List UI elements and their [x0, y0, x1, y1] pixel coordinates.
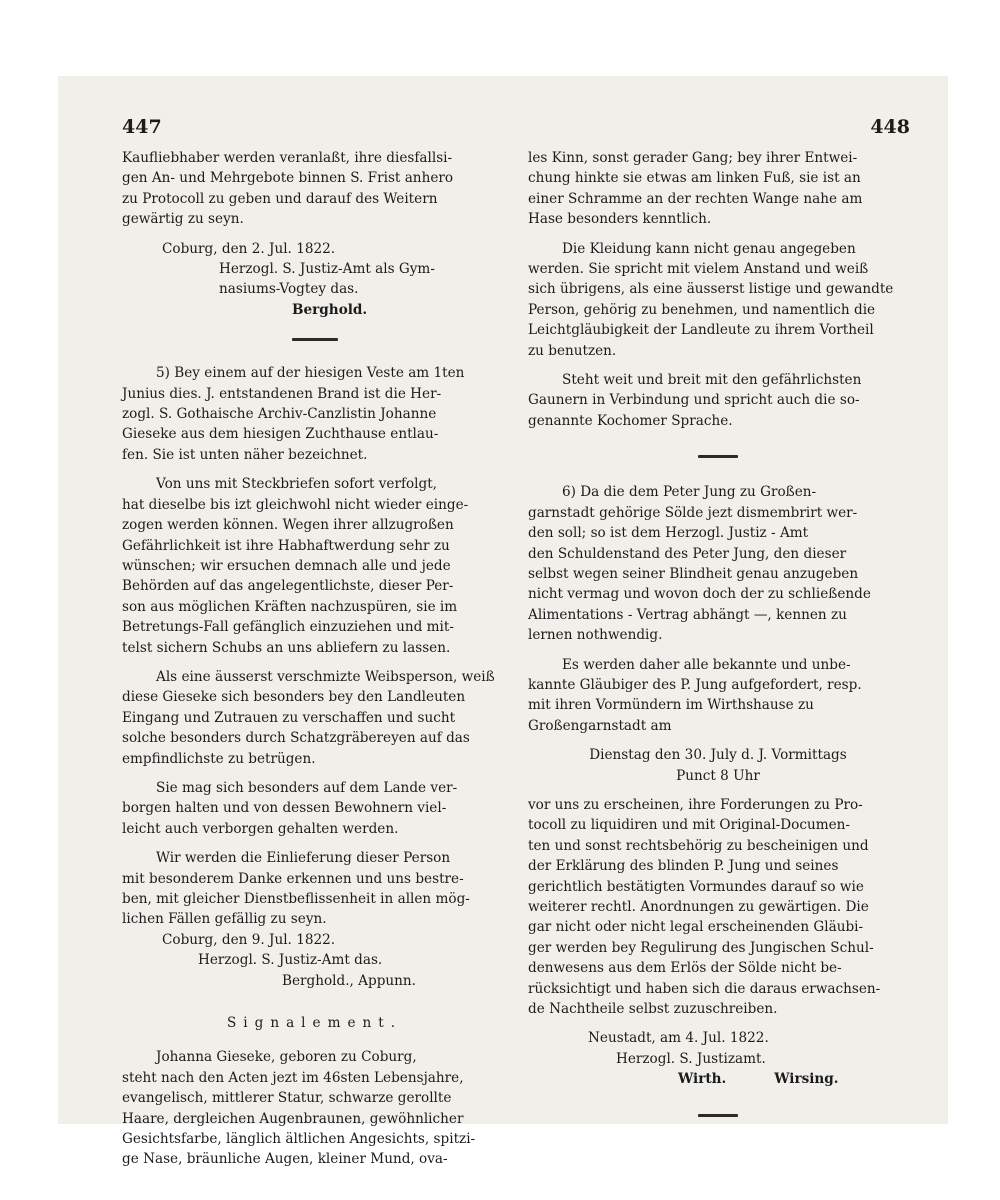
section-divider	[698, 1114, 738, 1117]
text-line: Kaufliebhaber werden veranlaßt, ihre diesfallsi-	[122, 150, 453, 166]
text-line: zogl. S. Gothaische Archiv-Canzlistin Johanne	[122, 406, 437, 423]
paragraph-creditors	[528, 655, 908, 737]
text-line: diese Gieseke sich besonders bey den Landleuten	[122, 689, 466, 706]
text-line: les Kinn, sonst gerader Gang; bey ihrer Entwei-	[528, 150, 858, 166]
text-line: Hase besonders kenntlich.	[528, 211, 712, 228]
notice-6	[528, 482, 908, 645]
paragraph-gauner	[528, 370, 908, 431]
text-line: Die Kleidung kann nicht genau angegeben	[562, 240, 856, 257]
text-line: de Nachtheile selbst zuzuschreiben.	[528, 1001, 778, 1018]
text-line: steht nach den Acten jezt im 46sten Lebensjahre,	[122, 1069, 464, 1086]
signature-place-date: Coburg, den 9. Jul. 1822.	[162, 931, 336, 948]
right-column	[528, 148, 908, 1139]
text-line: zu benutzen.	[528, 342, 617, 359]
text-line: sich übrigens, als eine äusserst listige und gewandte	[528, 281, 894, 298]
text-line: Wir werden die Einlieferung dieser Person	[156, 850, 451, 867]
text-line: tocoll zu liquidiren und mit Original-Documen-	[528, 817, 850, 834]
page-number-right: 448	[870, 116, 910, 138]
signalement-continued	[528, 148, 908, 230]
signature-names	[528, 1069, 908, 1089]
text-line: Eingang und Zutrauen zu verschaffen und sucht	[122, 709, 456, 726]
text-line: telst sichern Schubs an uns abliefern zu lassen.	[122, 639, 451, 656]
text-line: werden. Sie spricht mit vielem Anstand und weiß	[528, 261, 869, 278]
paragraph-character	[122, 667, 507, 769]
signalement-description	[122, 1047, 507, 1169]
text-line: den soll; so ist dem Herzogl. Justiz - Amt	[528, 525, 809, 542]
text-line: mit ihren Vormündern im Wirthshause zu	[528, 697, 814, 714]
text-line: ten und sonst rechtsbehörig zu bescheinigen und	[528, 837, 869, 854]
text-line: Es werden daher alle bekannte und unbe-	[562, 656, 851, 673]
text-line: ge Nase, bräunliche Augen, kleiner Mund, ova-	[122, 1151, 448, 1168]
text-line: Junius dies. J. entstandenen Brand ist die Her-	[122, 385, 442, 402]
text-line: Leichtgläubigkeit der Landleute zu ihrem Vortheil	[528, 322, 874, 339]
text-line: Gefährlichkeit ist ihre Habhaftwerdung sehr zu	[122, 537, 450, 554]
paragraph-hiding	[122, 778, 507, 839]
text-line: Person, gehörig zu benehmen, und namentlich die	[528, 301, 876, 318]
signature-place-date: Coburg, den 2. Jul. 1822.	[162, 240, 336, 257]
hearing-time: Punct 8 Uhr	[676, 767, 760, 784]
text-line: der Erklärung des blinden P. Jung und seines	[528, 858, 839, 875]
text-line: Sie mag sich besonders auf dem Lande ver-	[156, 779, 458, 796]
signature-office: nasiums-Vogtey das.	[219, 281, 359, 298]
notice-5	[122, 363, 507, 465]
text-line: nicht vermag und wovon doch der zu schließende	[528, 586, 871, 603]
text-line: evangelisch, mittlerer Statur, schwarze gerollte	[122, 1090, 452, 1107]
paragraph-clothing	[528, 239, 908, 361]
text-line: Alimentations - Vertrag abhängt —, kennen zu	[528, 606, 847, 623]
text-line: rücksichtigt und haben sich die daraus erwachsen-	[528, 980, 881, 997]
text-line: gar nicht oder nicht legal erscheinenden Gläubi-	[528, 919, 864, 936]
text-line: Gaunern in Verbindung und spricht auch die so-	[528, 392, 860, 409]
text-line: gerichtlich bestätigten Vormundes darauf so wie	[528, 878, 864, 895]
text-line: borgen halten und von dessen Bewohnern viel-	[122, 800, 447, 817]
text-line: den Schuldenstand des Peter Jung, den dieser	[528, 545, 847, 562]
signature-name-wirsing: Wirsing.	[774, 1071, 839, 1088]
text-line: 6) Da die dem Peter Jung zu Großen-	[562, 484, 817, 501]
text-line: fen. Sie ist unten näher bezeichnet.	[122, 446, 368, 463]
text-line: Gesichtsfarbe, länglich ältlichen Angesichts, spitzi-	[122, 1131, 476, 1148]
text-line: son aus möglichen Kräften nachzuspüren, sie im	[122, 598, 458, 615]
paragraph-thanks	[122, 848, 507, 930]
paragraph-pursuit	[122, 474, 507, 658]
text-line: hat dieselbe bis izt gleichwohl nicht wieder einge-	[122, 496, 469, 513]
signalement-heading: Signalement.	[226, 1015, 403, 1032]
text-line: denwesens aus dem Erlös der Sölde nicht be-	[528, 960, 842, 977]
page-number-left: 447	[122, 116, 162, 138]
text-line: leicht auch verborgen gehalten werden.	[122, 820, 399, 837]
paragraph-appear	[528, 795, 908, 1019]
text-line: zogen werden können. Wegen ihrer allzugroßen	[122, 517, 454, 534]
text-line: gewärtig zu seyn.	[122, 211, 244, 228]
text-line: selbst wegen seiner Blindheit genau anzugeben	[528, 565, 859, 582]
section-divider	[292, 338, 338, 341]
text-line: 5) Bey einem auf der hiesigen Veste am 1ten	[156, 365, 465, 382]
text-line: Haare, dergleichen Augenbraunen, gewöhnlicher	[122, 1110, 464, 1127]
text-line: wünschen; wir ersuchen demnach alle und jede	[122, 557, 451, 574]
text-line: chung hinkte sie etwas am linken Fuß, sie ist an	[528, 170, 861, 187]
text-line: Betretungs-Fall gefänglich einzuziehen und mit-	[122, 619, 454, 636]
hearing-date: Dienstag den 30. July d. J. Vormittags	[589, 747, 847, 764]
text-line: lernen nothwendig.	[528, 627, 663, 644]
signature-names: Berghold., Appunn.	[282, 972, 416, 989]
text-line: Als eine äusserst verschmizte Weibsperson, weiß	[156, 668, 495, 685]
left-column	[122, 148, 507, 1179]
text-line: solche besonders durch Schatzgräbereyen auf das	[122, 730, 470, 747]
text-line: mit besonderem Danke erkennen und uns bestre-	[122, 870, 464, 887]
text-line: zu Protocoll zu geben und darauf des Weitern	[122, 190, 438, 207]
text-line: gen An- und Mehrgebote binnen S. Frist anhero	[122, 170, 454, 187]
text-line: ger werden bey Regulirung des Jungischen Schul-	[528, 939, 874, 956]
signature-office: Herzogl. S. Justiz-Amt das.	[198, 952, 383, 969]
text-line: genannte Kochomer Sprache.	[528, 412, 733, 429]
text-line: garnstadt gehörige Sölde jezt dismembrirt wer-	[528, 504, 858, 521]
text-line: lichen Fällen gefällig zu seyn.	[122, 911, 327, 928]
text-line: ben, mit gleicher Dienstbeflissenheit in allen mög-	[122, 891, 470, 907]
text-line: Steht weit und breit mit den gefährlichsten	[562, 372, 862, 389]
auction-notice-end	[122, 148, 507, 230]
text-line: Johanna Gieseke, geboren zu Coburg,	[156, 1049, 417, 1066]
document-page	[58, 76, 948, 1168]
text-line: einer Schramme an der rechten Wange nahe am	[528, 190, 863, 207]
text-line: Von uns mit Steckbriefen sofort verfolgt,	[156, 476, 438, 493]
signature-office: Herzogl. S. Justizamt.	[616, 1050, 766, 1067]
text-line: weiterer rechtl. Anordnungen zu gewärtigen. Die	[528, 899, 869, 915]
signature-office: Herzogl. S. Justiz-Amt als Gym-	[219, 261, 435, 278]
section-divider	[698, 455, 738, 458]
text-line: Behörden auf das angelegentlichste, dieser Per-	[122, 578, 454, 595]
text-line: Gieseke aus dem hiesigen Zuchthause entlau-	[122, 426, 439, 443]
signature-name-wirth: Wirth.	[678, 1071, 727, 1088]
signature-name: Berghold.	[292, 301, 368, 318]
signature-place-date: Neustadt, am 4. Jul. 1822.	[588, 1030, 769, 1047]
text-line: empfindlichste zu betrügen.	[122, 750, 316, 767]
text-line: kannte Gläubiger des P. Jung aufgefordert, resp.	[528, 676, 862, 693]
text-line: Großengarnstadt am	[528, 717, 672, 734]
text-line: vor uns zu erscheinen, ihre Forderungen zu Pro-	[528, 796, 863, 813]
